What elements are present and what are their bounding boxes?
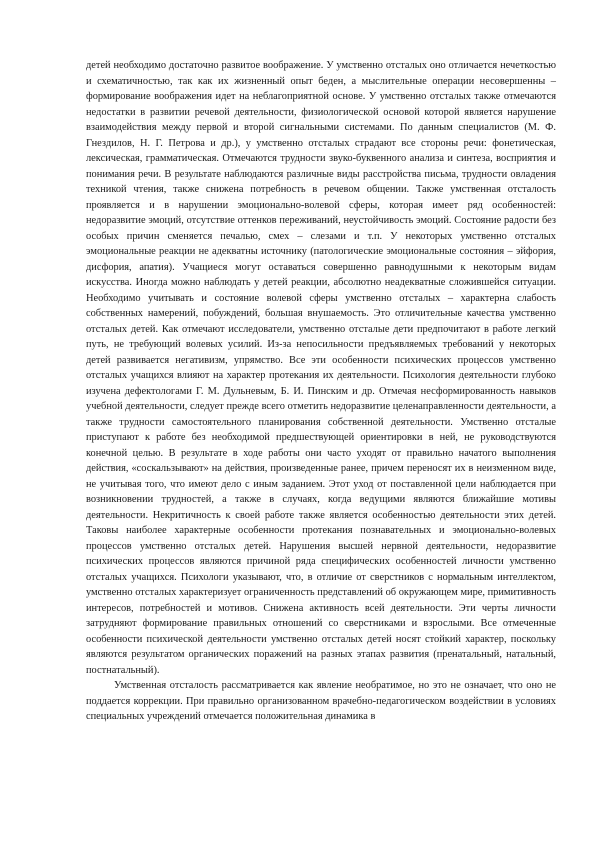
- paragraph-body: детей необходимо достаточно развитое воображение. У умственно отсталых оно отличается нечеткостью и схематичностью, так как их жизненный опыт беден, а мыслительные операции несовершенны – формирование воображения идет на неблагоприятной основе. У умственно отсталых также отмечаются недостатки в развитии речевой деятельности, физиологической основой которой является нарушение взаимодействия между первой и второй сигнальными системами. По данным специалистов (М. Ф. Гнездилов, Н. Г. Петрова и др.), у умственно отсталых страдают все стороны речи: фонетическая, лексическая, грамматическая. Отмечаются трудности звуко-буквенного анализа и синтеза, восприятия и понимания речи. В результате наблюдаются различные виды расстройства письма, трудности овладения техникой чтения, также снижена потребность в речевом общении. Также умственная отсталость проявляется и в нарушении эмоционально-волевой сферы, которая имеет ряд особенностей: недоразвитие эмоций, отсутствие оттенков переживаний, неустойчивость эмоций. Состояние радости без особых причин сменяется печалью, смех – слезами и т.п. У некоторых умственно отсталых эмоциональные реакции не адекватны источнику (патологические эмоциональные состояния – эйфория, дисфория, апатия). Учащиеся могут оставаться совершенно равнодушными к некоторым видам искусства. Иногда можно наблюдать у детей реакции, абсолютно неадекватные сложившейся ситуации. Необходимо учитывать и состояние волевой сферы умственно отсталых – характерна слабость собственных намерений, побуждений, большая внушаемость. Это отличительные качества умственно отсталых детей. Как отмечают исследователи, умственно отсталые дети предпочитают в работе легкий путь, не требующий волевых усилий. Из-за непосильности предъявляемых требований у некоторых детей развивается негативизм, упрямство. Все эти особенности психических процессов умственно отсталых учащихся влияют на характер протекания их деятельности. Психология деятельности глубоко изучена дефектологами Г. М. Дульневым, Б. И. Пинским и др. Отмечая несформированность навыков учебной деятельности, следует прежде всего отметить недоразвитие целенаправленности деятельности, а также трудности самостоятельного планирования собственной деятельности. Умственно отсталые приступают к работе без необходимой предшествующей ориентировки в ней, не руководствуются конечной целью. В результате в ходе работы они часто уходят от правильно начатого выполнения действия, «соскальзывают» на действия, произведенные ранее, причем переносят их в неизменном виде, не учитывая того, что имеют дело с иным заданием. Этот уход от поставленной цели наблюдается при возникновении трудностей, а также в случаях, когда ведущими являются ближайшие мотивы деятельности. Некритичность к своей работе также является особенностью деятельности этих детей. Таковы наиболее характерные особенности протекания познавательных и эмоционально-волевых процессов умственно отсталых детей. Нарушения высшей нервной деятельности, недоразвитие психических процессов являются причиной ряда специфических особенностей личности умственно отсталых учащихся. Психологи указывают, что, в отличие от сверстников с нормальным интеллектом, умственно отсталых характеризует ограниченность представлений об окружающем мире, примитивность интересов, потребностей и мотивов. Снижена активность всей деятельности. Эти черты личности затрудняют формирование правильных отношений со сверстниками и взрослыми. Все отмеченные особенности психической деятельности умственно отсталых детей носят стойкий характер, поскольку являются результатом органических поражений на разных этапах развития (пренатальный, натальный, постнатальный).: [86, 60, 556, 676]
- paragraph-conclusion: Умственная отсталость рассматривается как явление необратимое, но это не означает, что оно не поддается коррекции. При правильно организованном врачебно-педагогическом воздействии в условиях специальных учреждений отмечается положительная динамика в: [86, 680, 556, 722]
- document-page: [86, 58, 556, 725]
